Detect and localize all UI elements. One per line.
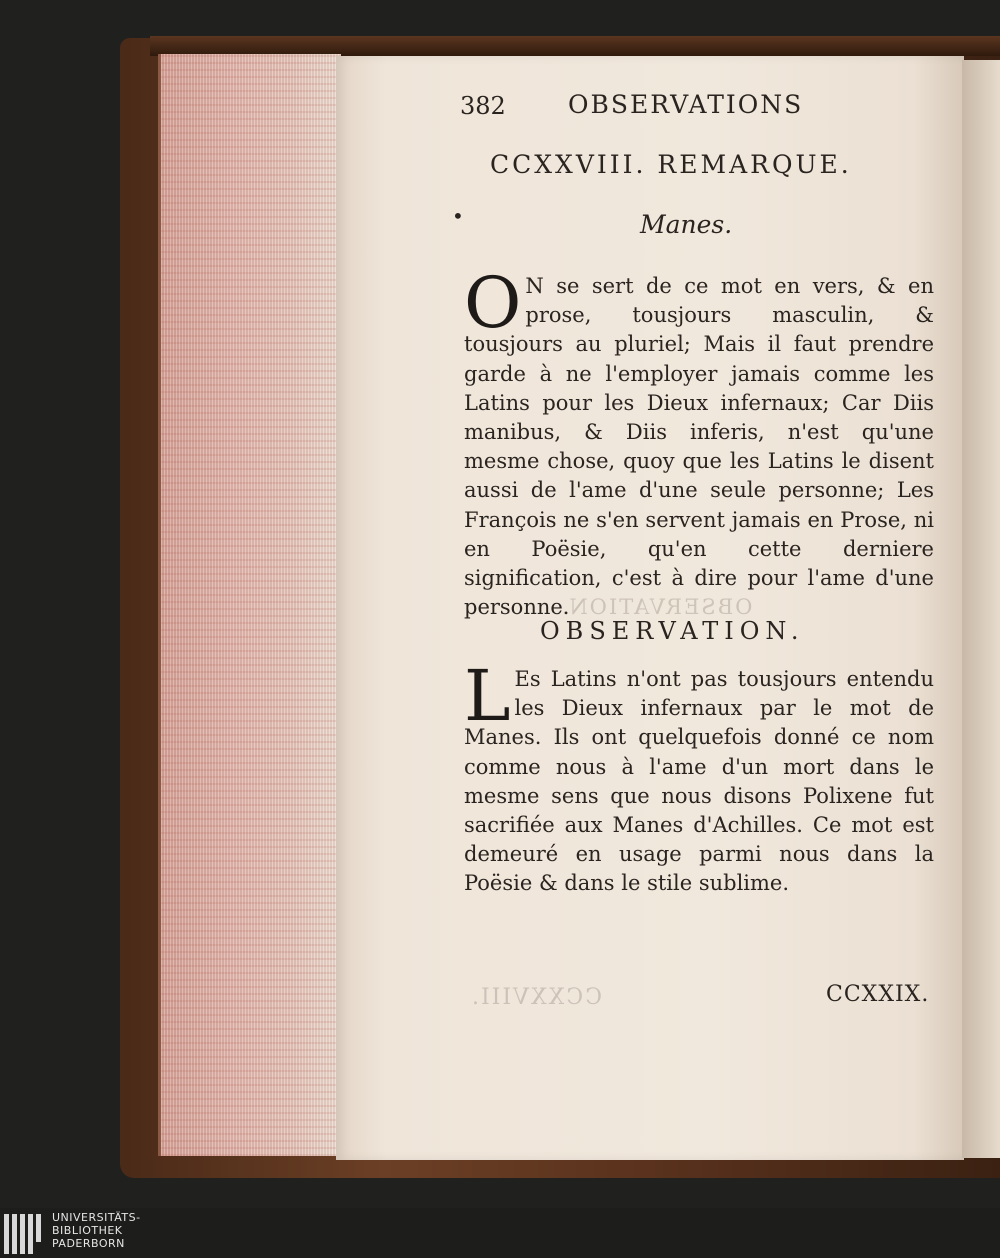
- headword: Manes.: [640, 210, 733, 239]
- show-through-text: CCXXVIII.: [470, 985, 602, 1010]
- library-name-line: PADERBORN: [52, 1237, 125, 1250]
- running-head: OBSERVATIONS: [568, 90, 804, 119]
- binding-top-edge: [150, 36, 1000, 56]
- page-number: 382: [460, 92, 506, 120]
- remark-paragraph: [464, 262, 934, 622]
- facing-page-edge: [962, 60, 1000, 1158]
- remark-text: N se sert de ce mot en vers, & en prose, tousjours masculin, & tousjours au pluriel; Mais il faut prendre garde à ne l'employer jamais comme les Latins pour les Dieux infernaux; Car Diis manibus, & Diis inferis, n'est qu'une mesme chose, quoy que les Latins le disent aussi de l'ame d'une seule personne; Les François ne s'en servent jamais en Prose, ni en Poësie, qu'en cette derniere signification, c'est à dire pour l'ame d'une personne.: [464, 274, 934, 620]
- library-name-line: UNIVERSITÄTS-: [52, 1211, 141, 1224]
- observation-heading: OBSERVATION.: [540, 617, 805, 645]
- remark-title: CCXXVIII. REMARQUE.: [490, 150, 852, 179]
- margin-mark: •: [452, 204, 464, 228]
- observation-paragraph: [464, 655, 934, 899]
- drop-cap: O: [464, 262, 522, 344]
- page-fore-edge: [158, 54, 341, 1156]
- drop-cap: L: [464, 655, 511, 737]
- observation-text: Es Latins n'ont pas tousjours entendu les Dieux infernaux par le mot de Manes. Ils ont quelquefois donné ce nom comme nous à l'ame d'un mort dans le mesme sens que nous disons Polixene fut sacrifiée aux Manes d'Achilles. Ce mot est demeuré en usage parmi nous dans la Poësie & dans le stile sublime.: [464, 667, 934, 896]
- library-logo-icon: [4, 1214, 44, 1254]
- library-name-line: BIBLIOTHEK: [52, 1224, 123, 1237]
- page-header: [460, 90, 960, 126]
- show-through-text: OBSERVATION.: [560, 595, 753, 619]
- library-name: [52, 1211, 141, 1250]
- library-footer: [0, 1208, 1000, 1258]
- catchword: CCXXIX.: [826, 982, 930, 1007]
